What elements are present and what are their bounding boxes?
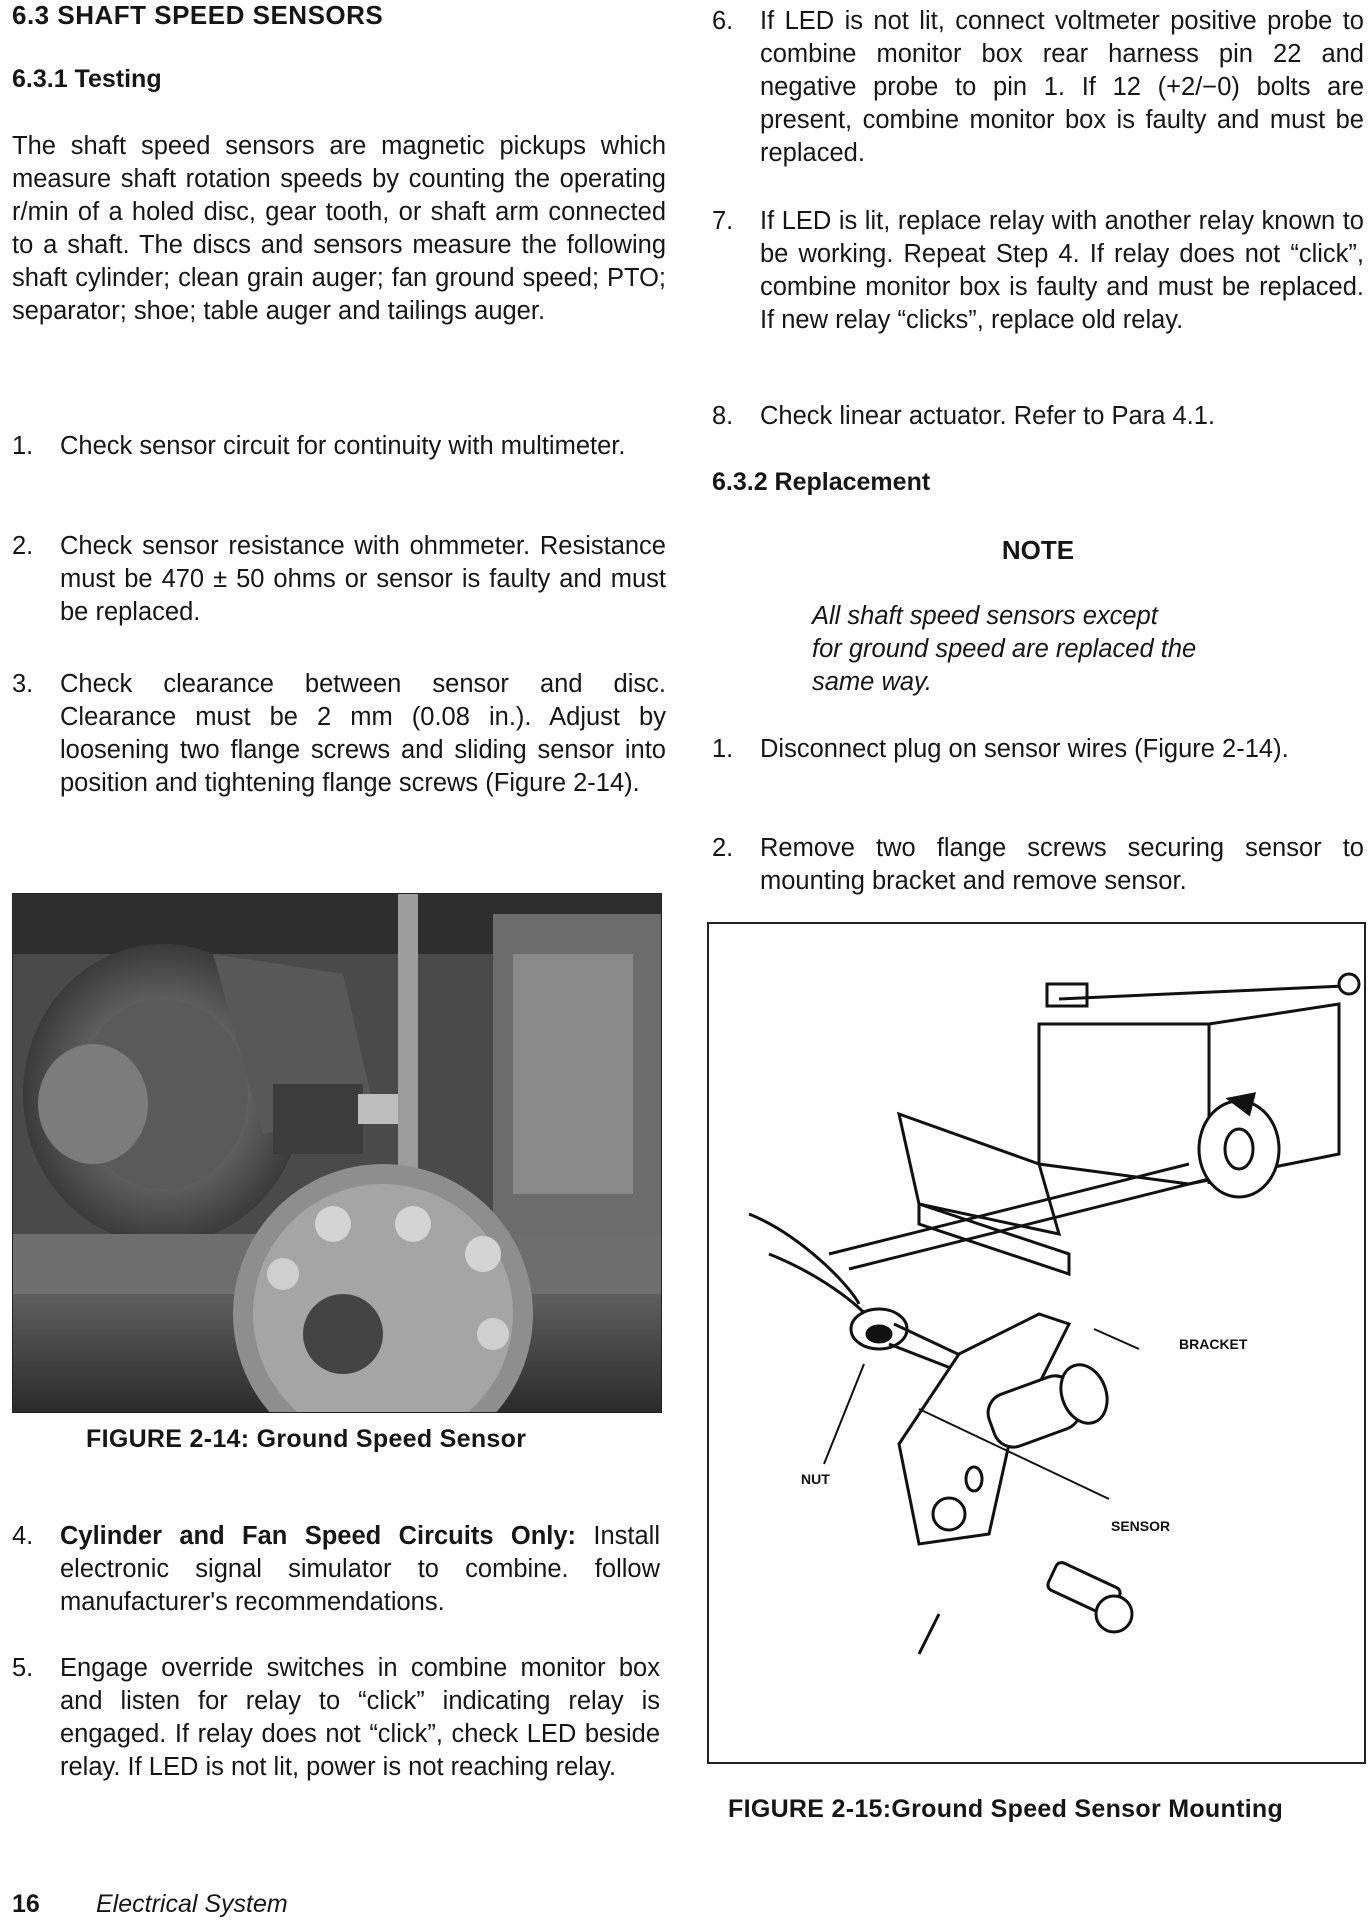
subheading-testing: 6.3.1 Testing xyxy=(12,65,162,93)
list-item: 5. Engage override switches in combine monitor box and listen for relay to “click” indicating relay is engaged. If relay does not “click”, check LED beside relay. If LED is not lit, power is not reaching relay. xyxy=(12,1654,660,1781)
list-item: 7. If LED is lit, replace relay with another relay known to be working. Repeat Step 4. If relay does not “click”, combine monitor box is faulty and must be replaced. If new relay “clicks”, replace old relay. xyxy=(712,207,1364,334)
sensor-assembly xyxy=(749,1214,1132,1654)
list-item: 6. If LED is not lit, connect voltmeter positive probe to combine monitor box rear harness pin 22 and negative probe to pin 1. If 12 (+2/−0) bolts are present, combine monitor box is faulty and must be replaced. xyxy=(712,7,1364,167)
label-nut: NUT xyxy=(801,1471,830,1487)
footer-title: Electrical System xyxy=(96,1890,288,1918)
list-item: 3. Check clearance between sensor and disc. Clearance must be 2 mm (0.08 in.). Adjust by loosening two flange screws and sliding sensor into position and tightening flange screws (Figure 2-14). xyxy=(12,670,666,797)
list-item: 2. Check sensor resistance with ohmmeter. Resistance must be 470 ± 50 ohms or sensor is faulty and must be replaced. xyxy=(12,532,666,626)
list-item: 8. Check linear actuator. Refer to Para 4.1. xyxy=(712,402,1215,430)
figure-2-15-caption: FIGURE 2-15:Ground Speed Sensor Mounting xyxy=(728,1795,1284,1823)
page-number: 16 xyxy=(12,1890,40,1918)
figure-2-14-caption: FIGURE 2-14: Ground Speed Sensor xyxy=(86,1425,527,1453)
step-bold-lead: Cylinder and Fan Speed Circuits Only: xyxy=(60,1522,577,1550)
figure-2-14-photo xyxy=(12,893,662,1413)
combine-illustration xyxy=(829,974,1359,1274)
intro-paragraph: The shaft speed sensors are magnetic pickups which measure shaft rotation speeds by counting the operating r/min of a holed disc, gear tooth, or shaft arm connected to a shaft. The discs and sensors measure the following shaft cylinder; clean grain auger; fan ground speed; PTO; separator; shoe; table auger and tailings auger. xyxy=(12,132,666,325)
list-item: 2. Remove two flange screws securing sensor to mounting bracket and remove sensor. xyxy=(712,834,1364,895)
figure-2-15-drawing xyxy=(707,922,1366,1764)
list-item: 4. Cylinder and Fan Speed Circuits Only: Install electronic signal simulator to combine. follow manufacturer's recommendations. xyxy=(12,1522,660,1616)
note-title: NOTE xyxy=(1001,535,1075,565)
subheading-replacement: 6.3.2 Replacement xyxy=(712,468,931,496)
label-sensor: SENSOR xyxy=(1111,1518,1171,1534)
section-heading: 6.3 SHAFT SPEED SENSORS xyxy=(12,0,384,30)
list-item: 1. Check sensor circuit for continuity with multimeter. xyxy=(12,432,626,460)
list-item: 1. Disconnect plug on sensor wires (Figure 2-14). xyxy=(712,735,1289,763)
note-body: All shaft speed sensors except for ground speed are replaced the same way. xyxy=(812,602,1197,696)
label-bracket: BRACKET xyxy=(1179,1336,1248,1352)
